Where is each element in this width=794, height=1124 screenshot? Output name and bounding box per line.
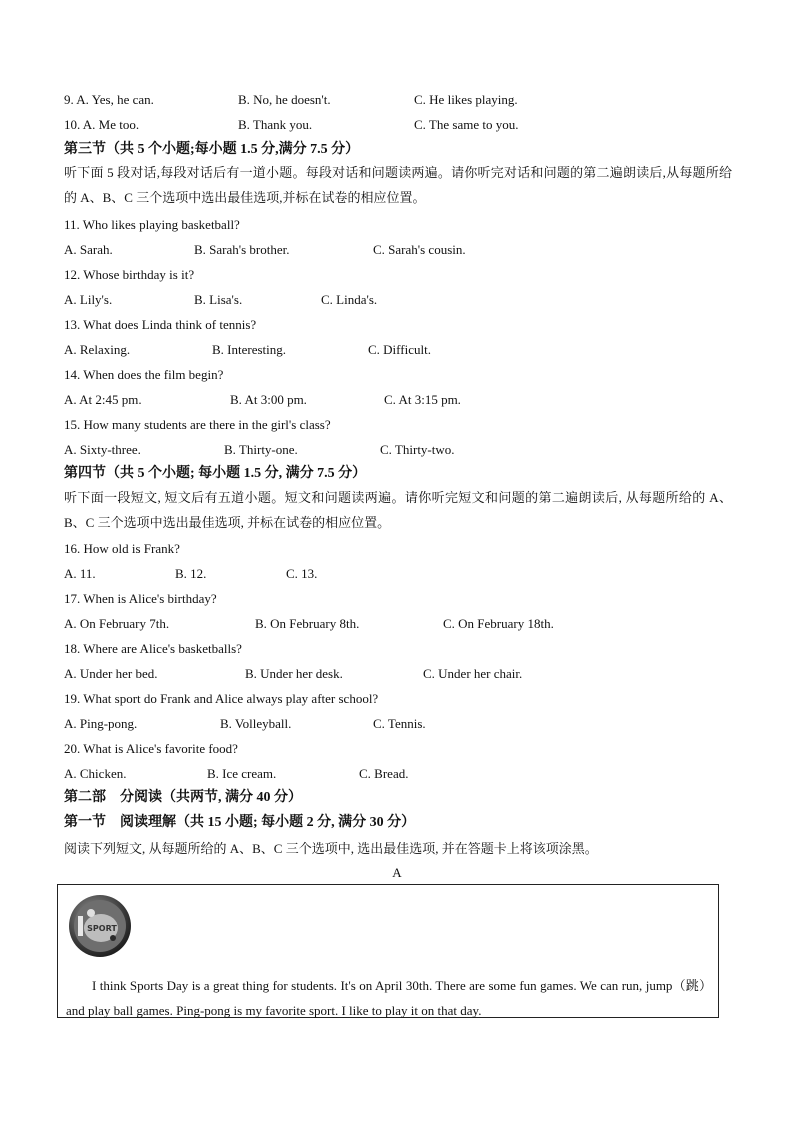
option-b: B. Sarah's brother. [194,242,290,257]
question-11: 11. Who likes playing basketball? [64,217,240,232]
option-b: B. Under her desk. [245,666,343,681]
reading-section-1-heading: 第一节 阅读理解（共 15 小题; 每小题 2 分, 满分 30 分） [64,815,416,830]
option-b: B. Ice cream. [207,766,277,781]
option-b: B. Volleyball. [220,716,292,731]
option-b: B. 12. [175,566,207,581]
question-19: 19. What sport do Frank and Alice always play after school? [64,691,379,706]
option-a: A. At 2:45 pm. [64,392,142,407]
option-c: C. He likes playing. [414,92,518,107]
option-a: A. Ping-pong. [64,716,138,731]
question-16: 16. How old is Frank? [64,541,180,556]
option-a: A. On February 7th. [64,616,170,631]
option-b: B. Interesting. [212,342,287,357]
option-c: C. Thirty-two. [380,442,455,457]
option-b: B. No, he doesn't. [238,92,331,107]
option-c: C. Under her chair. [423,666,523,681]
option-c: C. Difficult. [368,342,431,357]
option-c: C. The same to you. [414,117,519,132]
option-c: C. Linda's. [321,292,378,307]
option-b: B. Thank you. [238,117,313,132]
option-c: C. On February 18th. [443,616,554,631]
passage-box [57,884,719,1018]
option-a: A. 11. [64,566,96,581]
option-a: A. Chicken. [64,766,127,781]
option-c: C. Bread. [359,766,409,781]
option-b: B. On February 8th. [255,616,360,631]
section-3-heading: 第三节（共 5 个小题;每小题 1.5 分,满分 7.5 分） [64,142,360,157]
option-a: A. Under her bed. [64,666,158,681]
option-b: B. Thirty-one. [224,442,298,457]
section-4-instructions: 听下面一段短文, 短文后有五道小题。短文和问题读两遍。请你听完短文和问题的第二遍朗读后, 从每题所给的 A、B、C 三个选项中选出最佳选项, 并标在试卷的相应位置。 [64,490,732,530]
part-2-heading: 第二部 分阅读（共两节, 满分 40 分） [64,790,302,805]
question-17: 17. When is Alice's birthday? [64,591,217,606]
option-b: B. At 3:00 pm. [230,392,307,407]
section-3-instructions: 听下面 5 段对话,每段对话后有一道小题。每段对话和问题读两遍。请你听完对话和问题的第二遍朗读后,从每题所给的 A、B、C 三个选项中选出最佳选项,并标在试卷的相应位置。 [64,165,732,205]
option-c: C. 13. [286,566,318,581]
option-b: B. Lisa's. [194,292,243,307]
passage-label: A [392,865,402,880]
option-a: A. Lily's. [64,292,113,307]
option-a: A. Sixty-three. [64,442,141,457]
sport-logo-icon [68,894,132,958]
reading-instructions: 阅读下列短文, 从每题所给的 A、B、C 三个选项中, 选出最佳选项, 并在答题卡上将该项涂黑。 [64,841,598,856]
question-14: 14. When does the film begin? [64,367,224,382]
section-4-heading: 第四节（共 5 个小题; 每小题 1.5 分, 满分 7.5 分） [64,466,367,481]
question-15: 15. How many students are there in the girl's class? [64,417,331,432]
option-a: A. Relaxing. [64,342,131,357]
option-a: A. Sarah. [64,242,113,257]
logo-text: SPORT [87,924,117,933]
option-a: 9. A. Yes, he can. [64,92,154,107]
option-c: C. Sarah's cousin. [373,242,466,257]
question-12: 12. Whose birthday is it? [64,267,195,282]
option-c: C. At 3:15 pm. [384,392,461,407]
option-a: 10. A. Me too. [64,117,140,132]
option-c: C. Tennis. [373,716,426,731]
question-20: 20. What is Alice's favorite food? [64,741,238,756]
passage-text: I think Sports Day is a great thing for students. It's on April 30th. There are some fun games. We can run, jump（跳）and play ball games. Ping-pong is my favorite sport. I like to play it on that day. [66,978,712,1018]
question-13: 13. What does Linda think of tennis? [64,317,257,332]
question-18: 18. Where are Alice's basketballs? [64,641,242,656]
